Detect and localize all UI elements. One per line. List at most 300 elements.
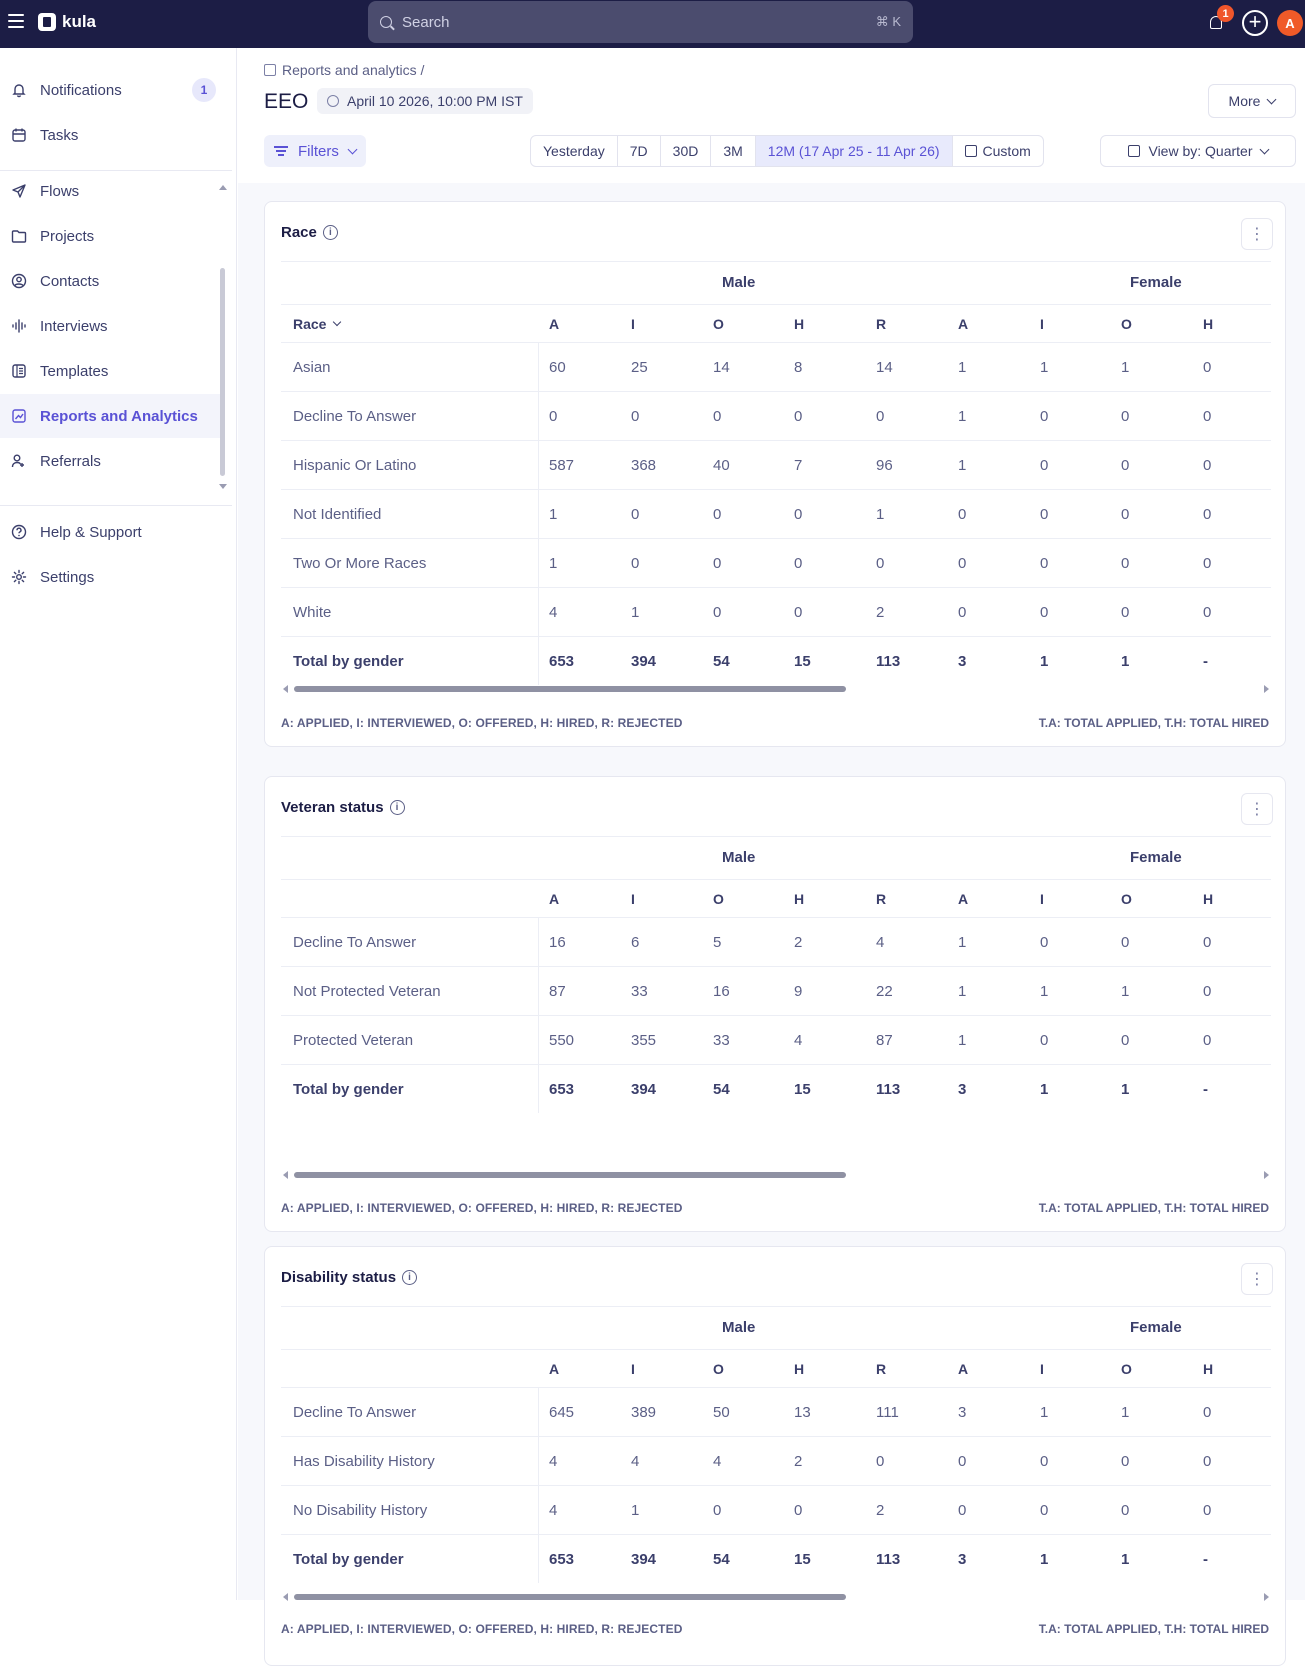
table-cell: 50 [713, 1403, 730, 1421]
main-content [238, 48, 1305, 1636]
sidebar-item-help-support[interactable] [0, 510, 220, 554]
legend-totals: T.A: TOTAL APPLIED, T.H: TOTAL HIRED [1038, 1622, 1269, 1636]
table-cell: 0 [713, 407, 722, 425]
sidebar-item-notifications[interactable] [0, 68, 220, 112]
table-cell: 0 [1121, 1452, 1130, 1470]
row-label: No Disability History [293, 1501, 428, 1519]
table-cell: 0 [1203, 603, 1212, 621]
column-header: O [1121, 315, 1132, 332]
table-cell: 1 [631, 1501, 640, 1519]
page-header [238, 48, 1305, 183]
legend-abbreviations: A: APPLIED, I: INTERVIEWED, O: OFFERED, H: HIRED, R: REJECTED [281, 1622, 683, 1636]
table-cell: 0 [794, 603, 803, 621]
table-cell: 33 [713, 1031, 730, 1049]
scroll-left-icon[interactable] [283, 1593, 288, 1601]
scroll-right-icon[interactable] [1264, 685, 1269, 693]
table-cell: 16 [713, 982, 730, 1000]
column-header: I [1040, 315, 1044, 332]
waveform-icon [10, 317, 28, 335]
table-cell: 113 [876, 1080, 901, 1098]
table-row [281, 391, 1271, 440]
table-cell: 0 [1121, 1031, 1130, 1049]
table-cell: 0 [1203, 1403, 1212, 1421]
table-column-header-row [281, 304, 1271, 342]
race-table [281, 261, 1271, 685]
scroll-left-icon[interactable] [283, 1171, 288, 1179]
group-label-female: Female [1130, 274, 1182, 291]
info-icon[interactable]: i [390, 800, 405, 815]
more-button[interactable] [1208, 84, 1296, 118]
breadcrumb[interactable] [264, 62, 424, 78]
range-3m[interactable]: 3M [711, 136, 755, 166]
table-cell: 0 [713, 554, 722, 572]
column-header: I [631, 890, 635, 907]
sidebar-item-label: Reports and Analytics [40, 407, 198, 425]
column-header: O [713, 890, 724, 907]
table-cell: 3 [958, 1080, 967, 1098]
table-cell: 653 [549, 652, 575, 670]
sidebar-scrollbar[interactable] [220, 268, 225, 476]
table-cell: 0 [631, 505, 640, 523]
veteran-table [281, 836, 1271, 1113]
table-cell: 1 [958, 933, 967, 951]
column-header: H [1203, 315, 1214, 332]
table-cell: 0 [1203, 407, 1212, 425]
table-cell: 355 [631, 1031, 657, 1049]
table-cell: 1 [1121, 982, 1130, 1000]
table-cell: 394 [631, 1550, 657, 1568]
table-cell: 0 [1040, 505, 1049, 523]
table-row [281, 538, 1271, 587]
table-cell: 1 [958, 1031, 967, 1049]
table-cell: 3 [958, 1550, 967, 1568]
row-label: Has Disability History [293, 1452, 435, 1470]
column-header: H [794, 315, 805, 332]
table-cell: 0 [1040, 554, 1049, 572]
scroll-right-icon[interactable] [1264, 1171, 1269, 1179]
row-label: Two Or More Races [293, 554, 427, 572]
table-cell: 0 [958, 554, 967, 572]
table-cell: 0 [794, 407, 803, 425]
column-header: A [958, 1360, 969, 1377]
app-name: kula [62, 12, 97, 31]
column-header: H [1203, 1360, 1214, 1377]
chevron-down-icon [1259, 144, 1269, 154]
table-cell: 0 [1203, 1031, 1212, 1049]
chevron-down-icon [347, 144, 357, 154]
column-header: H [794, 1360, 805, 1377]
sidebar-item-tasks[interactable] [0, 113, 220, 157]
range-30d[interactable]: 30D [661, 136, 712, 166]
table-cell: 1 [549, 554, 558, 572]
table-cell: 0 [958, 603, 967, 621]
filters-button[interactable] [264, 135, 366, 167]
column-header: A [549, 890, 560, 907]
card-menu-button[interactable]: ⋮ [1241, 1263, 1273, 1295]
sidebar-item-label: Settings [40, 568, 95, 586]
disability-title: Disability status [281, 1269, 397, 1286]
column-header: I [1040, 1360, 1044, 1377]
table-cell: 0 [1203, 554, 1212, 572]
view-by-dropdown[interactable] [1100, 135, 1296, 167]
avatar[interactable]: A [1277, 10, 1303, 36]
table-cell: 394 [631, 1080, 657, 1098]
table-cell: 0 [1121, 456, 1130, 474]
table-row [281, 1015, 1271, 1064]
table-row [281, 342, 1271, 391]
sidebar-item-reports-and-analytics[interactable] [0, 394, 220, 438]
table-cell: 25 [631, 358, 648, 376]
table-cell: 1 [958, 407, 967, 425]
table-cell: 550 [549, 1031, 575, 1049]
table-cell: 0 [1040, 1452, 1049, 1470]
table-cell: 394 [631, 652, 657, 670]
row-label: Not Protected Veteran [293, 982, 441, 1000]
info-icon[interactable]: i [402, 1270, 417, 1285]
table-cell: 113 [876, 1550, 901, 1568]
table-cell: 1 [1040, 652, 1049, 670]
table-cell: 54 [713, 652, 730, 670]
group-label-male: Male [722, 1319, 756, 1336]
range-12m[interactable]: 12M (17 Apr 25 - 11 Apr 26) [756, 136, 953, 166]
sidebar-item-referrals[interactable] [0, 439, 220, 483]
table-cell: 54 [713, 1080, 730, 1098]
range-yesterday[interactable]: Yesterday [531, 136, 618, 166]
table-cell: 0 [1040, 603, 1049, 621]
table-cell: 0 [1040, 456, 1049, 474]
row-label: Decline To Answer [293, 407, 417, 425]
scrollbar-thumb[interactable] [294, 1172, 846, 1178]
column-header: R [876, 890, 887, 907]
table-cell: 0 [1121, 505, 1130, 523]
table-cell: 0 [794, 1501, 803, 1519]
table-cell: - [1203, 652, 1208, 670]
table-cell: 96 [876, 456, 893, 474]
help-icon [10, 523, 28, 541]
view-by-label: View by: Quarter [1148, 143, 1253, 159]
sidebar-item-label: Referrals [40, 452, 101, 470]
table-cell: 0 [794, 554, 803, 572]
table-cell: 653 [549, 1550, 575, 1568]
table-cell: 0 [876, 1452, 885, 1470]
referral-icon [10, 452, 28, 470]
table-cell: 15 [794, 1080, 811, 1098]
sidebar-item-label: Interviews [40, 317, 108, 335]
legend-abbreviations: A: APPLIED, I: INTERVIEWED, O: OFFERED, H: HIRED, R: REJECTED [281, 1201, 683, 1215]
row-label: Total by gender [293, 1080, 404, 1098]
table-cell: 111 [876, 1403, 899, 1421]
notification-badge: 1 [1217, 5, 1234, 22]
table-cell: 1 [549, 505, 558, 523]
sidebar [0, 48, 237, 1600]
calendar-icon [10, 126, 28, 144]
sidebar-item-label: Contacts [40, 272, 100, 290]
table-column-divider [538, 917, 539, 1113]
sidebar-item-contacts[interactable] [0, 259, 220, 303]
table-cell: 1 [1040, 358, 1049, 376]
menu-icon[interactable] [8, 14, 24, 28]
card-menu-button[interactable]: ⋮ [1241, 793, 1273, 825]
column-header: A [958, 315, 969, 332]
table-cell: 645 [549, 1403, 575, 1421]
table-cell: 0 [958, 505, 967, 523]
table-cell: 0 [958, 1452, 967, 1470]
table-cell: 1 [1121, 1550, 1130, 1568]
table-cell: 4 [631, 1452, 640, 1470]
disability-table [281, 1306, 1271, 1583]
column-header: R [876, 315, 887, 332]
table-cell: 15 [794, 652, 811, 670]
info-icon[interactable]: i [323, 225, 338, 240]
sidebar-item-label: Templates [40, 362, 109, 380]
scroll-left-icon[interactable] [283, 685, 288, 693]
row-label: Asian [293, 358, 331, 376]
add-button[interactable]: + [1242, 10, 1268, 36]
table-cell: 87 [549, 982, 566, 1000]
calendar-icon [965, 145, 977, 157]
sidebar-item-settings[interactable] [0, 555, 220, 599]
sidebar-item-label: Notifications [40, 81, 122, 99]
row-label: Total by gender [293, 1550, 404, 1568]
table-cell: 54 [713, 1550, 730, 1568]
table-cell: 0 [1203, 1501, 1212, 1519]
table-row [281, 1485, 1271, 1534]
table-cell: - [1203, 1550, 1208, 1568]
table-cell: 0 [1203, 358, 1212, 376]
table-row [281, 489, 1271, 538]
contact-icon [10, 272, 28, 290]
card-title [281, 1269, 417, 1286]
table-cell: 8 [794, 358, 803, 376]
table-cell: 1 [1040, 1080, 1049, 1098]
table-cell: 0 [1040, 1031, 1049, 1049]
column-header: O [713, 315, 724, 332]
table-cell: 1 [1040, 982, 1049, 1000]
legend-totals: T.A: TOTAL APPLIED, T.H: TOTAL HIRED [1038, 716, 1269, 730]
veteran-status-card [264, 776, 1286, 1232]
table-cell: 4 [549, 1501, 558, 1519]
card-title [281, 224, 338, 241]
table-cell: 7 [794, 456, 803, 474]
race-column-label: Race [293, 315, 327, 332]
search-icon [380, 16, 392, 28]
row-label: Hispanic Or Latino [293, 456, 417, 474]
table-cell: 0 [1121, 407, 1130, 425]
sidebar-item-label: Projects [40, 227, 95, 245]
table-total-row [281, 636, 1271, 685]
sidebar-item-label: Flows [40, 182, 80, 200]
sidebar-scroll-down-icon[interactable] [219, 484, 227, 489]
group-label-male: Male [722, 849, 756, 866]
table-cell: 14 [876, 358, 893, 376]
group-label-male: Male [722, 274, 756, 291]
table-cell: 0 [1121, 933, 1130, 951]
table-cell: 1 [876, 505, 885, 523]
row-label: White [293, 603, 332, 621]
table-group-header-row [281, 1306, 1271, 1349]
table-cell: 4 [549, 1452, 558, 1470]
table-column-divider [538, 342, 539, 685]
table-row [281, 917, 1271, 966]
group-label-female: Female [1130, 849, 1182, 866]
column-header: O [1121, 1360, 1132, 1377]
column-header: I [1040, 890, 1044, 907]
table-row [281, 966, 1271, 1015]
date-range-selector [530, 135, 1044, 167]
table-cell: 1 [1040, 1403, 1049, 1421]
table-cell: 0 [1121, 1501, 1130, 1519]
sidebar-item-interviews[interactable] [0, 304, 220, 348]
filter-icon [274, 146, 288, 156]
table-cell: 0 [1040, 1501, 1049, 1519]
scroll-right-icon[interactable] [1264, 1593, 1269, 1601]
table-row [281, 587, 1271, 636]
table-cell: 0 [1121, 603, 1130, 621]
column-header: H [794, 890, 805, 907]
table-cell: 389 [631, 1403, 657, 1421]
table-column-header-row [281, 879, 1271, 917]
column-header: A [549, 315, 560, 332]
table-total-row [281, 1534, 1271, 1583]
filters-label: Filters [298, 142, 339, 160]
search-placeholder: Search [402, 13, 450, 31]
search-shortcut: ⌘ K [875, 14, 901, 29]
breadcrumb-text: Reports and analytics / [282, 62, 425, 78]
table-cell: 4 [713, 1452, 722, 1470]
sidebar-item-templates[interactable] [0, 349, 220, 393]
table-cell: 33 [631, 982, 648, 1000]
row-label: Decline To Answer [293, 1403, 417, 1421]
app-logo[interactable] [38, 12, 96, 32]
range-custom[interactable] [953, 136, 1043, 166]
table-row [281, 1436, 1271, 1485]
range-custom-label: Custom [982, 143, 1031, 159]
row-label: Total by gender [293, 652, 404, 670]
notifications-count-badge: 1 [192, 78, 216, 102]
table-cell: 0 [1203, 1452, 1212, 1470]
scrollbar-thumb[interactable] [294, 686, 846, 692]
card-menu-button[interactable]: ⋮ [1241, 218, 1273, 250]
row-label: Not Identified [293, 505, 382, 523]
table-cell: 0 [713, 505, 722, 523]
table-cell: 0 [631, 407, 640, 425]
table-cell: 22 [876, 982, 893, 1000]
timestamp-text: April 10 2026, 10:00 PM IST [347, 93, 523, 109]
table-cell: 13 [794, 1403, 811, 1421]
table-row [281, 1387, 1271, 1436]
table-horizontal-scrollbar[interactable] [281, 1170, 1271, 1180]
sidebar-item-flows[interactable] [0, 169, 220, 213]
table-cell: 1 [1040, 1550, 1049, 1568]
table-cell: 6 [631, 933, 640, 951]
column-header: I [631, 315, 635, 332]
table-cell: 4 [876, 933, 885, 951]
template-icon [10, 362, 28, 380]
column-header: A [958, 890, 969, 907]
table-cell: 1 [631, 603, 640, 621]
table-cell: 113 [876, 652, 901, 670]
chart-icon [10, 407, 28, 425]
table-cell: - [1203, 1080, 1208, 1098]
table-cell: 0 [631, 554, 640, 572]
history-icon [327, 95, 339, 107]
table-cell: 0 [1203, 456, 1212, 474]
chart-icon [264, 64, 276, 76]
sidebar-item-projects[interactable] [0, 214, 220, 258]
race-card [264, 201, 1286, 747]
table-cell: 0 [1040, 407, 1049, 425]
row-label: Protected Veteran [293, 1031, 414, 1049]
table-cell: 2 [876, 1501, 885, 1519]
column-header: O [713, 1360, 724, 1377]
table-cell: 587 [549, 456, 575, 474]
table-cell: 0 [713, 1501, 722, 1519]
column-header: O [1121, 890, 1132, 907]
row-label: Decline To Answer [293, 933, 417, 951]
legend-totals: T.A: TOTAL APPLIED, T.H: TOTAL HIRED [1038, 1201, 1269, 1215]
table-cell: 4 [549, 603, 558, 621]
sidebar-item-label: Help & Support [40, 523, 142, 541]
table-cell: 368 [631, 456, 657, 474]
table-cell: 2 [794, 1452, 803, 1470]
table-cell: 2 [794, 933, 803, 951]
race-title: Race [281, 224, 317, 241]
table-column-divider [538, 1387, 539, 1583]
table-cell: 0 [549, 407, 558, 425]
page-title: EEO [264, 90, 309, 113]
disability-status-card [264, 1246, 1286, 1666]
gear-icon [10, 568, 28, 586]
race-column-sort[interactable] [293, 305, 340, 342]
chevron-down-icon [333, 317, 341, 325]
table-cell: 2 [876, 603, 885, 621]
table-cell: 5 [713, 933, 722, 951]
sidebar-divider [0, 505, 232, 506]
table-cell: 653 [549, 1080, 575, 1098]
column-header: R [876, 1360, 887, 1377]
report-timestamp [317, 88, 533, 114]
table-cell: 40 [713, 456, 730, 474]
table-cell: 0 [1203, 933, 1212, 951]
range-7d[interactable]: 7D [618, 136, 661, 166]
table-column-header-row [281, 1349, 1271, 1387]
table-cell: 0 [794, 505, 803, 523]
table-cell: 0 [1121, 554, 1130, 572]
table-horizontal-scrollbar[interactable] [281, 684, 1271, 694]
table-cell: 1 [1121, 1080, 1130, 1098]
table-cell: 1 [958, 358, 967, 376]
table-cell: 0 [1203, 982, 1212, 1000]
card-title [281, 799, 405, 816]
kula-logo-icon [38, 13, 56, 31]
folder-icon [10, 227, 28, 245]
table-cell: 1 [1121, 652, 1130, 670]
table-cell: 16 [549, 933, 566, 951]
table-cell: 60 [549, 358, 566, 376]
more-label: More [1228, 93, 1261, 109]
table-cell: 3 [958, 1403, 967, 1421]
table-horizontal-scrollbar[interactable] [281, 1592, 1271, 1602]
search-input[interactable] [368, 1, 913, 43]
table-row [281, 440, 1271, 489]
send-icon [10, 182, 28, 200]
sidebar-scroll-up-icon[interactable] [219, 185, 227, 190]
scrollbar-thumb[interactable] [294, 1594, 846, 1600]
table-group-header-row [281, 836, 1271, 879]
column-header: I [631, 1360, 635, 1377]
table-cell: 1 [958, 456, 967, 474]
column-header: A [549, 1360, 560, 1377]
